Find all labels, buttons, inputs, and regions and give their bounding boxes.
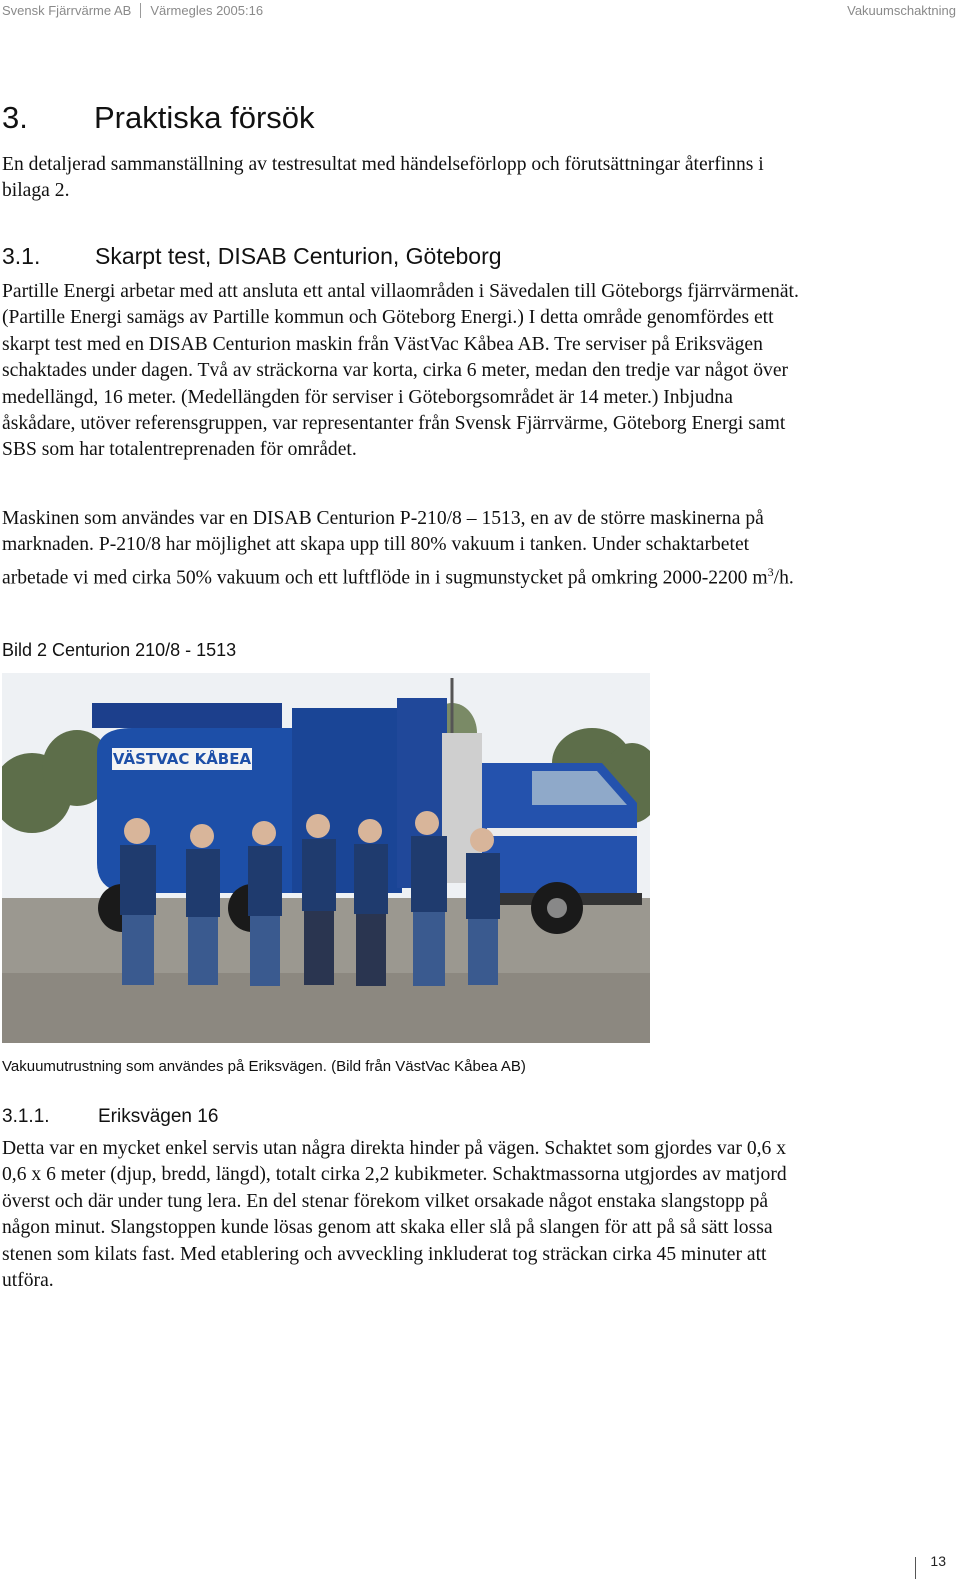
truck-logo-text: VÄSTVAC KÅBEA (112, 750, 252, 768)
running-header (2, 3, 956, 21)
paragraph-eriksvagen: Detta var en mycket enkel servis utan några direkta hinder på vägen. Schaktet som gjordes var 0,6 x 0,6 x 6 meter (djup, bredd, längd), totalt cirka 2,2 kubikmeter. Schaktmassorna utgjordes av matjord överst och där under tung lera. En del stenar förekom vilket orsakade något enstaka slangstopp på någon minut. Slangstoppen kunde lösas genom att skaka eller slå på slangen för att på så sätt lossa stenen som kilats fast. Med etablering och avveckling inkluderat tog sträckan cirka 45 minuter att utföra. (2, 1138, 787, 1292)
header-left (2, 3, 263, 18)
paragraph-machine-text: Maskinen som användes var en DISAB Centurion P-210/8 – 1513, en av de större maskinerna på marknaden. P-210/8 har möjlighet att skapa upp till 80% vakuum i tanken. Under schaktarbetet arbetade vi med cirka 50% vakuum och ett luftflöde in i sugmunstycket på omkring 2000-2200 m (2, 508, 768, 589)
page-number: 13 (930, 1553, 946, 1569)
header-series: Värmegles 2005:16 (150, 3, 264, 18)
intro-paragraph: En detaljerad sammanställning av testresultat med händelseförlopp och förutsättningar återfinns i bilaga 2. (2, 154, 764, 202)
section-heading (2, 100, 315, 136)
subsection-title: Skarpt test, DISAB Centurion, Göteborg (95, 243, 502, 269)
page-number-divider (915, 1557, 916, 1579)
paragraph-machine-suffix: /h. (773, 567, 794, 589)
truck-photo (2, 673, 650, 1043)
subsection-heading (2, 243, 502, 270)
subsubsection-number: 3.1.1. (2, 1106, 50, 1127)
paragraph-machine (2, 506, 802, 592)
header-separator (140, 3, 141, 18)
header-company: Svensk Fjärrvärme AB (2, 3, 132, 18)
superscript-3: 3 (767, 564, 774, 579)
paragraph-partille: Partille Energi arbetar med att ansluta ett antal villaområden i Sävedalen till Göteborgs fjärrvärmenät. (Partille Energi samägs av Partille kommun och Göteborg Energi.) I detta område genomfördes ett skarpt test med en DISAB Centurion maskin från VästVac Kåbea AB. Tre serviser på Eriksvägen schaktades under dagen. Två av sträckorna var korta, cirka 6 meter, medan den tredje var något över medellängd, 16 meter. (Medellängden för serviser i Göteborgsområdet är 14 meter.) Inbjudna åskådare, utöver referensgruppen, var representanter från Svensk Fjärrvärme, Göteborg Energi samt SBS som har totalentreprenaden för området. (2, 281, 799, 461)
section-number: 3. (2, 100, 28, 135)
figure-label: Bild 2 Centurion 210/8 - 1513 (2, 640, 237, 660)
section-title: Praktiska försök (94, 100, 315, 135)
figure-caption: Vakuumutrustning som användes på Eriksvägen. (Bild från VästVac Kåbea AB) (2, 1058, 526, 1075)
header-topic: Vakuumschaktning (847, 3, 956, 18)
subsubsection-title: Eriksvägen 16 (98, 1106, 219, 1127)
subsubsection-heading (2, 1106, 218, 1128)
subsection-number: 3.1. (2, 243, 41, 269)
